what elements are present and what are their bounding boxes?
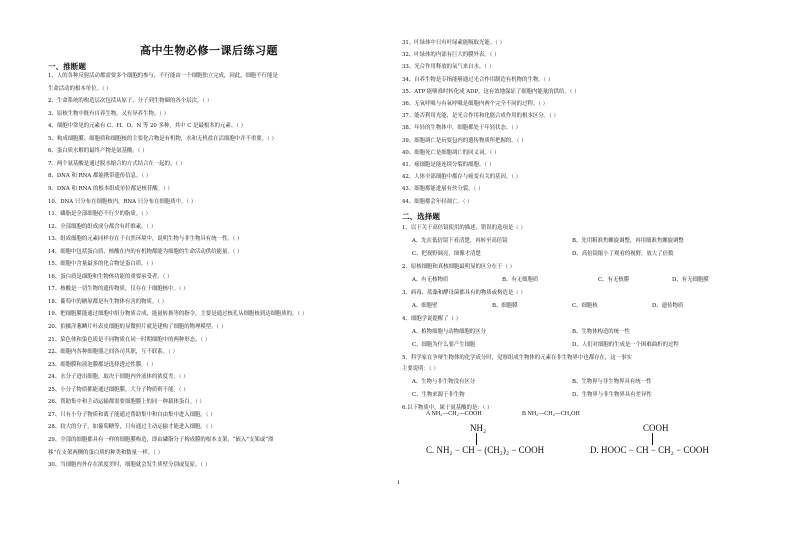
judgement-item: 33、光合作用释放的氧气来自水。（ ） (402, 64, 495, 71)
option-1b: B、先用粗准焦螺旋调整，再用细准焦螺旋调整 (572, 238, 684, 244)
judgement-item: 43、细胞都能进展有丝分裂。（ ） (402, 186, 484, 193)
judgement-item: 35、ATP 能够准时转化成 ADP，这有效地保证了细胞内能量的供给。（ ） (402, 88, 580, 95)
judgement-item: 25、小分子物质都能通过细胞膜，大分子物质则不能。（ ） (48, 386, 189, 393)
formula-b: B NH₂—CH₂—CH₂OH (522, 411, 580, 417)
option-5d: D、生物界与非生物界具有差异性 (572, 392, 652, 398)
judgement-item: 37、能否利用光能，是光合作用和化能合成作用的根本区分。（ ） (402, 113, 559, 120)
formula-d: D. HOOC − CH − CH₂ − COOH (590, 445, 709, 455)
judgement-item: 39、细胞凋亡是玩耍包内的遗传物质所把握的。（ ） (402, 137, 527, 144)
judgement-item: 7、两个氨基酸是通过脱水缩合的方式结合在一起的。（ ） (48, 160, 186, 167)
judgement-item: 30、当细胞内外存在浓度差时，细胞就会发生质壁分别或复原。（ ） (48, 462, 211, 469)
formula-c-bond (476, 433, 477, 445)
option-2d: D、有无细胞膜 (672, 277, 709, 283)
judgement-item: 1、人的各种反射活动都需要多个细胞的参与，不行能由一个细胞独立完成，因此，细胞不行能是 (48, 73, 278, 79)
question-1: 1、以下关于高倍镜使用的描述，错误的选项是（ ） (402, 225, 526, 231)
option-5b: B、生物界与非生物界具有统一性 (572, 379, 652, 385)
judgement-item: 38、年轻的生物体中，细胞都处于年轻状态。（ ） (402, 125, 522, 132)
judgement-item: 移”在支架两侧的蛋白质的种类和数量一样。（ ） (48, 449, 163, 456)
judgement-item: 6、蛋白质水解的最终产物是氨基酸。（ ） (48, 148, 148, 155)
page-number: 1 (397, 480, 401, 486)
option-1d: D、高倍镜缩小了观看的视野，放大了倍数 (572, 251, 674, 257)
option-1c: C、把视野调亮，图像才清楚 (412, 251, 481, 257)
option-5a: A、生物与非生物没有区分 (412, 379, 476, 385)
option-5c: C、生物来源于非生物 (412, 392, 465, 398)
option-2c: C、有无核膜 (598, 277, 630, 283)
section-heading-judgement: 一、推断题 (48, 62, 86, 71)
judgement-item: 19、把细胞膜能通过细胞中组分物质合成，能量转换等的指令，主要是通过核孔从细胞核到达细胞质的。（ ） (48, 311, 308, 318)
judgement-item: 40、细胞死亡是细胞凋亡的同义词。（ ） (402, 149, 500, 156)
judgement-item: 15、细胞中含量最多的化合物是蛋白质。（ ） (48, 261, 157, 268)
question-5: 5、科学家在争辩生物体的化学成分时，觉察组成生物体的元素在非生物界中也都存在，这一事实 (402, 355, 632, 361)
judgement-item: 18、葡萄中的糖原都是有生物体有害的物质。（ ） (48, 298, 168, 305)
formula-c: C. NH₂ − CH − (CH₂)₂ − COOH (426, 445, 545, 455)
formula-d-substituent: COOH (643, 423, 669, 433)
judgement-item: 20、拍摄洋葱鳞片叶表皮细胞的显微照片就是建构了细胞的物理模型。（ ） (48, 324, 227, 330)
option-3c: C、细胞核 (572, 303, 598, 309)
judgement-item: 28、较大的分子，如葡萄糖等，只有通过主动运输才能进入细胞。（ ） (48, 424, 216, 431)
question-5-cont: 主要说明：（ ） (402, 366, 439, 372)
judgement-item: 4、细胞中常见的元素有 C、H、O、N 等 20 多种，其中 C 是最根本的元素。（ ） (48, 123, 246, 130)
judgement-item: 16、蛋白质是细胞和生物体功能的重要承受者。（ ） (48, 273, 173, 280)
judgement-item: 2、生命系统的构造层次包括从原子、分子到生物圈的各个层次。（ ） (48, 98, 213, 105)
option-1a: A、先在低倍镜下看清楚，再转至高倍镜 (412, 238, 508, 244)
judgement-item: 14、细胞中包括蛋白质、核酸在内的有机物都能为细胞的生命活动供给能量。（ ） (48, 248, 243, 255)
judgement-item: 29、全部的细胞都具有一样的细胞膜构造，即由磷脂分子构成膜的根本支架，“嵌入”支架或“漂 (48, 436, 274, 443)
judgement-item: 生命活动的根本单位。（ ） (48, 85, 112, 92)
option-3b: B、细胞膜 (492, 303, 518, 309)
formula-a: A NH₂—CH₂—COOH (426, 411, 482, 417)
section-heading-choice: 二、选择题 (402, 212, 440, 221)
option-4b: B、生物体构造的统一性 (572, 329, 630, 335)
judgement-item: 22、细胞内各种细胞器之间各司其职，互不联系。（ ） (48, 349, 178, 356)
option-2a: A、有无核物质 (412, 277, 449, 283)
judgement-item: 41、癌细胞是能连续分裂的细胞。（ ） (402, 162, 495, 168)
option-2b: B、有无细胞质 (502, 277, 539, 283)
question-2: 2、原核细胞和真核细胞最明显的区分在于（ ） (402, 264, 515, 270)
question-6: 6.以下物质中，属于氨基酸的是：（ ） (402, 405, 493, 411)
judgement-item: 44、细胞都会年轻凋亡。（ ） (402, 198, 473, 205)
option-4d: D、人们对细胞的生成是一个困难曲折的过程 (572, 342, 679, 348)
judgement-item: 3、原核生物中既有自养生物，又有异养生物。（ ） (48, 110, 170, 117)
judgement-item: 36、无氧呼吸与有氧呼吸是细胞内两个完全不同的过程。（ ） (402, 101, 549, 107)
judgement-item: 13、组成细胞的元素同样存在于自然环境中，说明生物与非生物具有统一性。（ ） (48, 236, 243, 243)
question-4: 4、细胞学说提醒了（ ） (402, 316, 462, 322)
formula-d-bond (652, 433, 653, 445)
judgement-item: 26、帮助集中和主动运输都需要细胞膜上的同一种载体蛋白。（ ） (48, 399, 205, 406)
judgement-item: 42、人体全部细胞中都存与癌变有关的基因。（ ） (402, 174, 522, 181)
judgement-item: 31、叶绿体中只有叶绿素能吸取光能。（ ） (402, 40, 505, 46)
judgement-item: 8、DNA 和 RNA 都能携带遗传信息。（ ） (48, 173, 152, 180)
document-title: 高中生物必修一课后练习题 (140, 44, 278, 57)
judgement-item: 32、叶绿体的内部有巨大的膜外表。（ ） (402, 52, 500, 59)
judgement-item: 27、只有小分子物质和离子能通过帮助集中和自由集中进入细胞。（ ） (48, 411, 216, 418)
judgement-item: 12、全部细胞的组成成分都含有纤维素。（ ） (48, 223, 157, 230)
option-4a: A、植物细胞与动物细胞的区分 (412, 329, 486, 335)
judgement-item: 24、水分子进出细胞，取决于细胞内外液体的浓度差。（ ） (48, 374, 189, 381)
judgement-item: 5、构成细胞膜、细胞质和细胞核的主要化合物是有机物，水和无机盐在活细胞中并不重要。（ ） (48, 135, 277, 142)
judgement-item: 11、磷脂是全部细胞必不行少的脂质。（ ） (48, 211, 151, 218)
judgement-item: 9、DNA 和 RNA 的根本组成单位都是核苷酸。（ ） (48, 185, 173, 192)
judgement-item: 17、核酸是一切生物的遗传物质，仅存在于细胞核中。（ ） (48, 286, 189, 293)
option-4c: C、细胞为什么要产生细胞 (412, 342, 476, 348)
question-3: 3、病毒、蓝藻和酵母菌都具有的物质或构造是（ ） (402, 290, 526, 296)
judgement-item: 23、细胞膜和液泡膜都是选择透过性膜。（ ） (48, 361, 157, 368)
judgement-item: 10、DNA 只分布在细胞核内，RNA 只分布在细胞质中。（ ） (48, 198, 197, 205)
option-3d: D、遗传物质 (652, 303, 684, 309)
option-3a: A、细胞壁 (412, 303, 438, 309)
judgement-item: 21、染色体和染色质是不同物质在同一时期细胞中的两种形态。（ ） (48, 336, 211, 343)
judgement-item: 34、自养生物是专指能够通过光合作用制造有机物的生物。（ ） (402, 76, 554, 83)
formula-c-substituent: NH₂ (470, 423, 487, 433)
